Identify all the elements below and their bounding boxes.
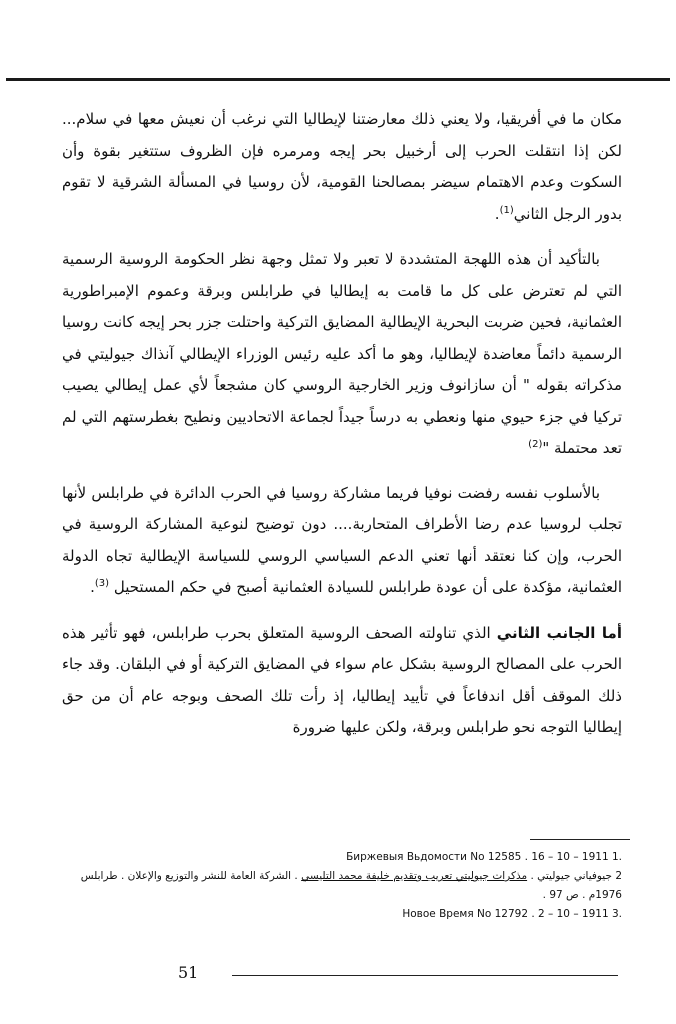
- body-text: [62, 104, 622, 744]
- paragraph-4-text: الذي تناولته الصحف الروسية المتعلق بحرب طرابلس، فهو تأثير هذه الحرب على المصالح الروسية بشكل عام سواء في المضايق التركية أو في البلقان. وقد جاء ذلك الموقف أقل اندفاعاً في تأييد إيطاليا، إذ رأت تلك الصحف وبوجه عام أن من حق إيطاليا التوجه نحو طرابلس وبرقة، ولكن عليها ضرورة: [62, 623, 622, 736]
- paragraph-3-text: بالأسلوب نفسه رفضت نوفيا فريما مشاركة روسيا في الحرب الدائرة في طرابلس لأنها تجلب لروسيا عدم رضا الأطراف المتحاربة.... دون توضيح لنوعية المشاركة الروسية في الحرب، وإن كنا نعتقد أنها تعني الدعم السياسي الروسي للسياسة الإيطالية تجاه الدولة العثمانية، مؤكدة على أن عودة طرابلس للسيادة العثمانية أصبح في حكم المستحيل: [62, 483, 622, 596]
- paragraph-3-end: .: [90, 578, 95, 596]
- paragraph-4: [62, 618, 622, 744]
- paragraph-1-text: مكان ما في أفريقيا، ولا يعني ذلك معارضتنا لإيطاليا التي نرغب أن نعيش معها في سلام... لكن إذا انتقلت الحرب إلى أرخبيل بحر إيجه ومرمره فإن الظروف ستتغير بقوة وأن السكوت وعدم الاهتمام سيضر بمصالحنا القومية، لأن روسيا في المسألة الشرقية لا تقوم بدور الرجل الثاني: [62, 110, 622, 223]
- page-number: 51: [178, 963, 199, 982]
- footnote-ref-1: (1): [499, 204, 514, 216]
- paragraph-2: [62, 244, 622, 465]
- footnote-1: Биржевыя Вьдомости No 12585 . 16 – 10 – 1911 1.: [346, 851, 622, 863]
- footnotes: [62, 848, 622, 924]
- footnote-2-publisher: . الشركة العامة للنشر والتوزيع والإعلان . طرابلس 1976م . ص 97 .: [80, 870, 622, 901]
- paragraph-1: [62, 104, 622, 230]
- footnote-2-title: مذكرات جيوليتي تعريب وتقديم خليفة محمد التليسي: [301, 870, 528, 882]
- paragraph-3: [62, 478, 622, 604]
- footnote-ref-2: (2): [528, 439, 543, 450]
- footnote-separator: [530, 839, 630, 840]
- paragraph-1-end: .: [494, 204, 500, 223]
- footnote-2-author: جيوفياني جيوليتي .: [530, 870, 612, 882]
- footnote-2-number: 2: [615, 870, 622, 882]
- footnote-ref-3: (3): [94, 578, 110, 589]
- footnote-3: Новое Время No 12792 . 2 – 10 – 1911 3.: [402, 908, 622, 920]
- header-rule: [6, 78, 670, 81]
- footnote-2: [62, 867, 622, 905]
- footer-rule: [232, 975, 618, 976]
- paragraph-4-lead: أما الجانب الثاني: [496, 623, 622, 642]
- paragraph-2-text: بالتأكيد أن هذه اللهجة المتشددة لا تعبر ولا تمثل وجهة نظر الحكومة الروسية الرسمية التي لم تعترض على كل ما قامت به إيطاليا في طرابلس وبرقة وعموم الإمبراطورية العثمانية، فحين ضربت البحرية الإيطالية المضايق التركية واحتلت جزر بحر إيجه كانت روسيا الرسمية دائماً معاضدة لإيطاليا، وهو ما أكد عليه رئيس الوزراء الإيطالي آنذاك جيوليتي في مذكراته بقوله " أن سازانوف وزير الخارجية الروسي كان مشجعاً لأي عمل إيطالي يصيب تركيا في جزء حيوي منها ونعطي به درساً جيداً لجماعة الاتحاديين ونطيح بغطرستهم التي لم تعد محتملة ": [62, 250, 622, 457]
